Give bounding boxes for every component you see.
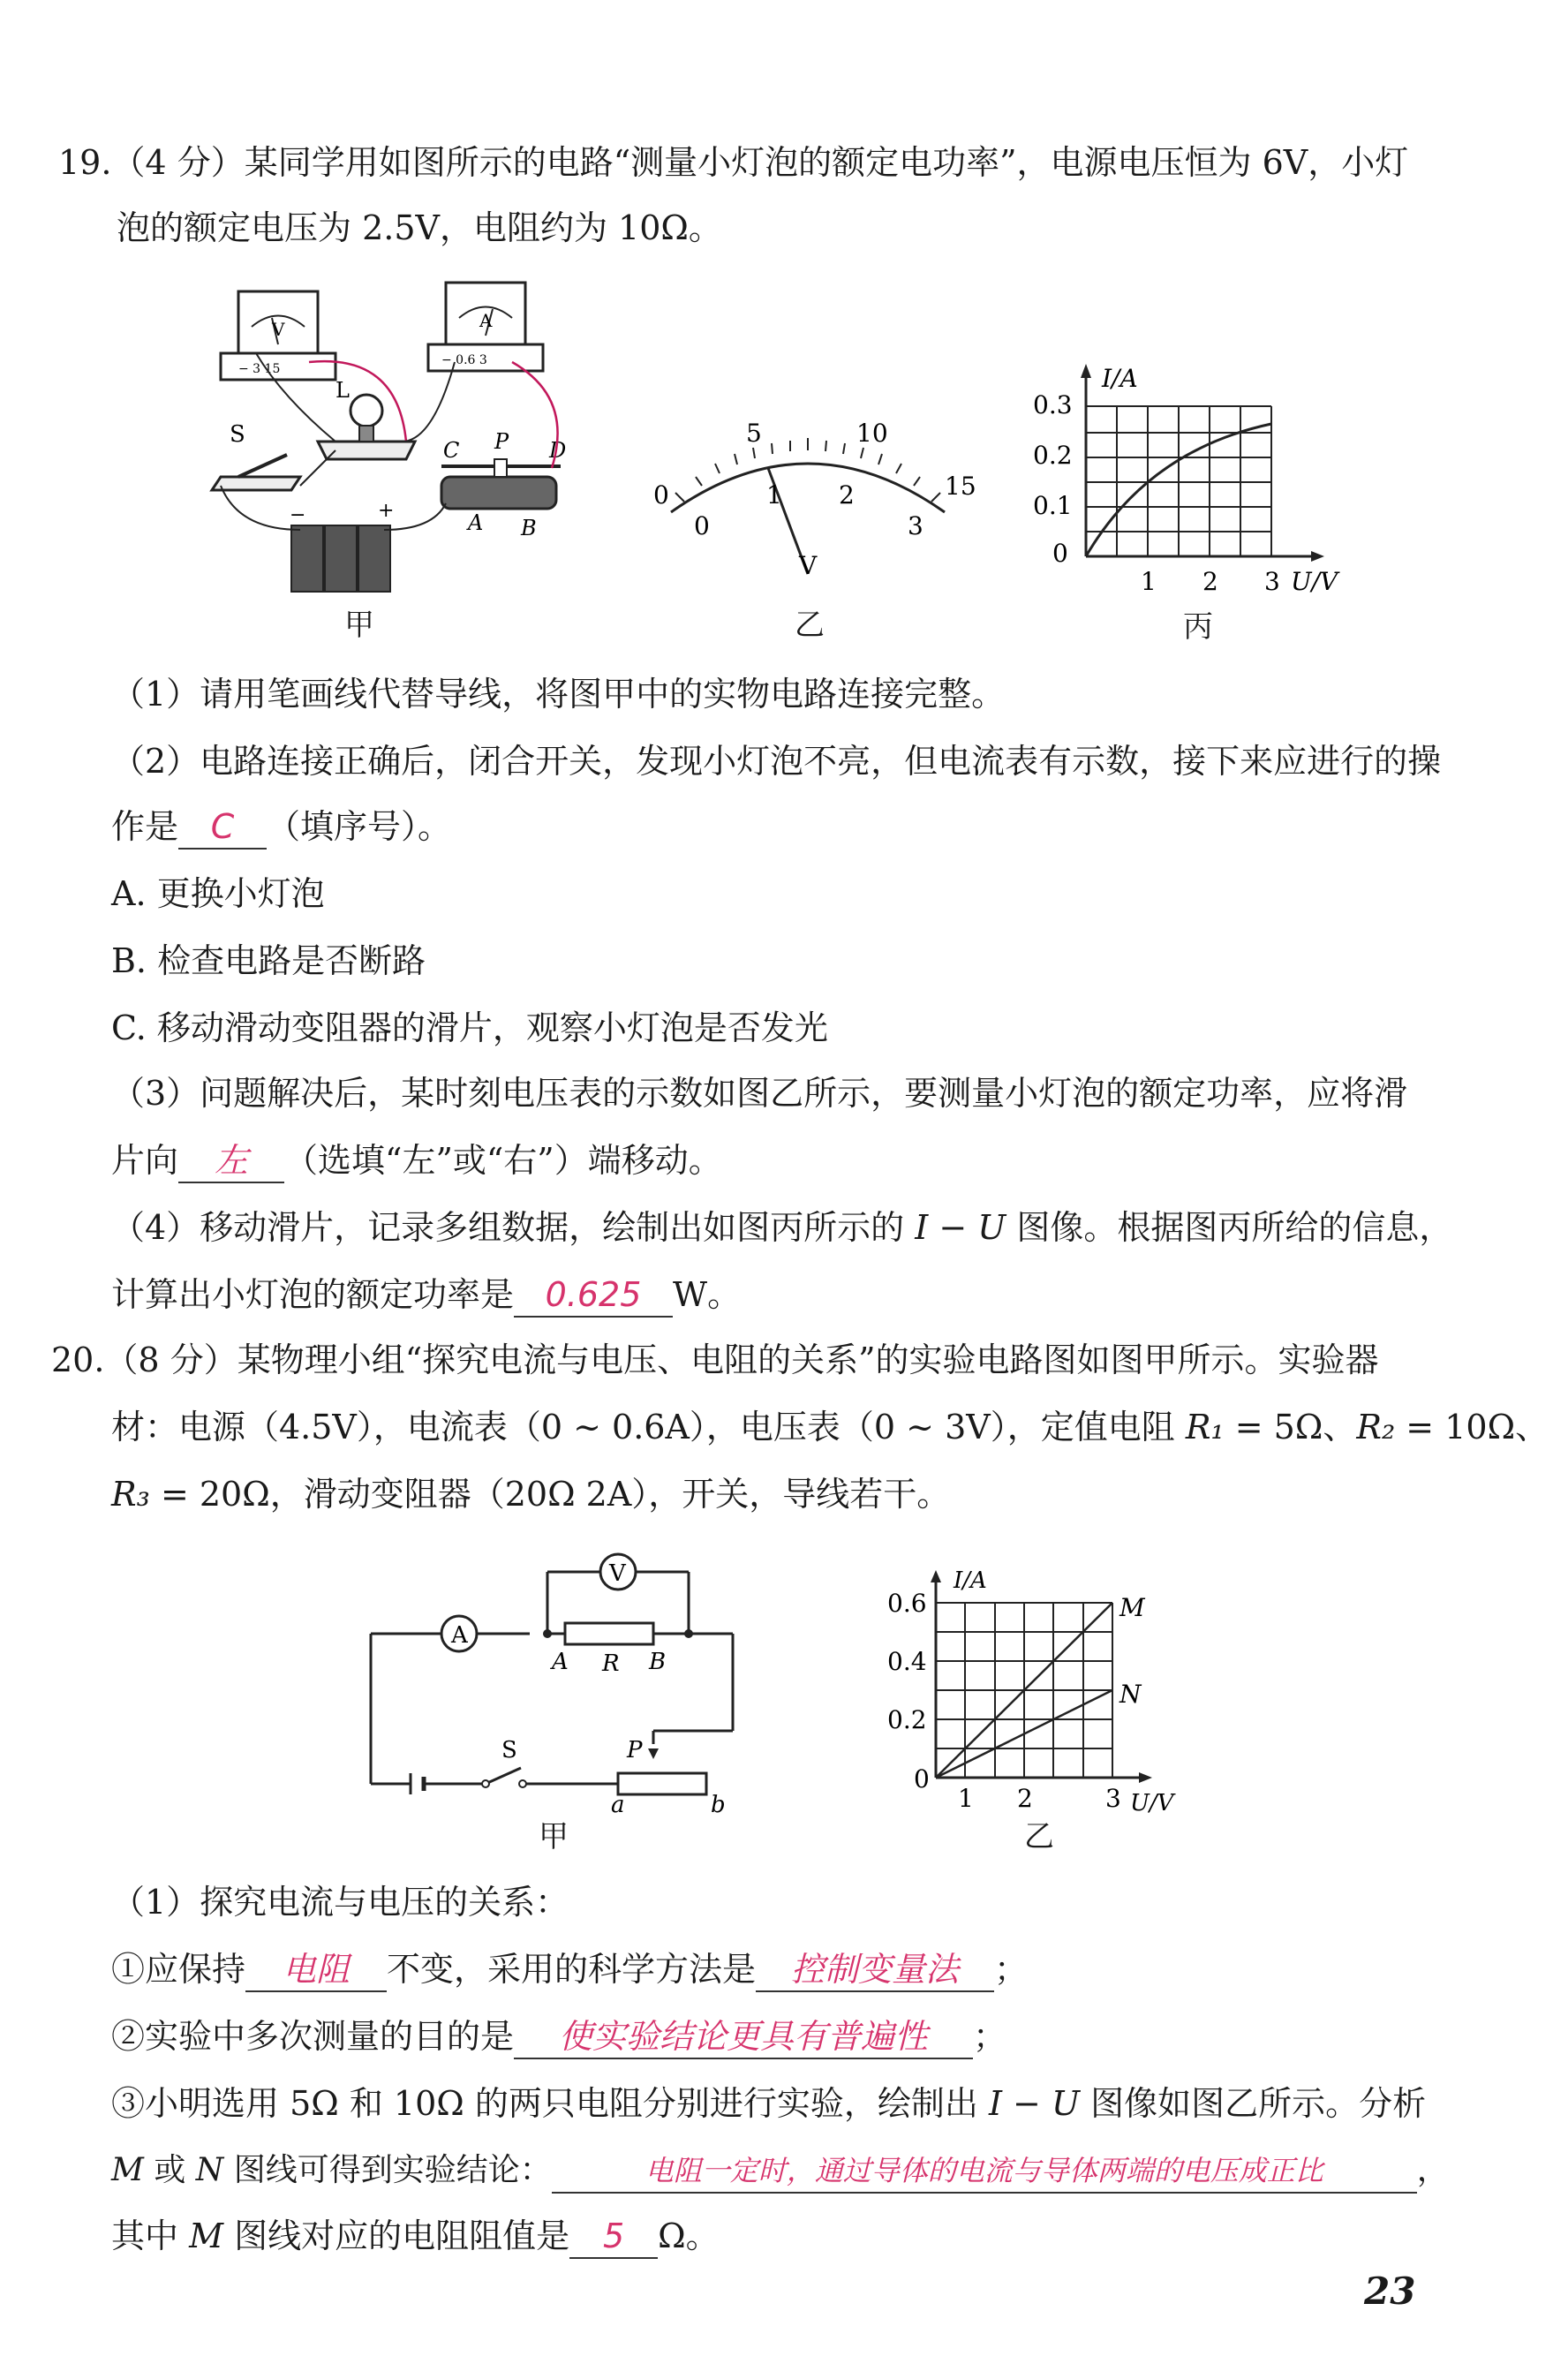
q19-meter-unit: V [799,551,818,580]
q19-part2-post: （填序号）。 [267,807,452,846]
q20-sub3-iu: I − U [988,2084,1080,2123]
q19-part2-line1: （2）电路连接正确后，闭合开关，发现小灯泡不亮，但电流表有示数，接下来应进行的操 [111,742,1442,781]
q19-jia-voltmeter-label: V [272,319,285,340]
q19-bing-y-tick-03: 0.3 [1033,390,1073,419]
q19-part4-answer: 0.625 [514,1273,673,1318]
q20-sub3-answer: 电阻一定时，通过导体的电流与导体两端的电压成正比 [552,2149,1417,2194]
q20-sub1-pre: ①应保持 [111,1950,246,1989]
q19-jia-lamp-label: L [335,378,350,403]
q20-part1: （1）探究电流与电压的关系： [111,1883,569,1922]
q20-jia-label-p: P [627,1737,643,1763]
q20-sub2-post: ； [973,2017,1007,2056]
q20-stem-line2-a: 材：电源（4.5V），电流表（0 ~ 0.6A），电压表（0 ~ 3V），定值电阻 [111,1408,1186,1446]
q20-stem-line3-text: = 20Ω，滑动变阻器（20Ω 2A），开关，导线若干。 [149,1475,951,1514]
q20-figure-yi-caption: 乙 [1024,1819,1054,1854]
q20-stem-line2 [111,1406,1549,1448]
q20-sub1-answer2: 控制变量法 [756,1948,994,1992]
q20-yi-line-m: M [1119,1593,1145,1622]
q19-option-b: B. 检查电路是否断路 [111,941,426,980]
q19-figure-yi [636,397,989,643]
q20-jia-label-r: R [602,1650,620,1677]
q20-sub3-or: 或 [143,2152,196,2188]
q19-part3-line1: （3）问题解决后，某时刻电压表的示数如图乙所示，要测量小灯泡的额定功率，应将滑 [111,1074,1408,1113]
q20-sub3-l2a: 图线可得到实验结论： [223,2152,552,2188]
q20-r1: R₁ [1185,1408,1225,1446]
q20-sub3-l3m: M [189,2217,224,2255]
q19-meter-lower-1: 1 [766,480,782,510]
q19-meter-upper-15: 15 [945,472,976,501]
q19-jia-battery-plus: + [378,500,395,522]
q20-sub3-b: 图像如图乙所示。分析 [1080,2084,1427,2123]
q20-sub3-l3a: 其中 [111,2217,190,2255]
q19-jia-label-d: D [549,438,567,463]
q19-figure-bing-caption: 丙 [1183,609,1213,645]
q20-yi-y-tick-06: 0.6 [887,1589,927,1618]
q19-part4-line1 [111,1206,1452,1249]
q20-sub3-line2 [111,2149,1449,2194]
q19-part1: （1）请用笔画线代替导线，将图甲中的实物电路连接完整。 [111,675,1006,714]
q19-part3-pre: 片向 [111,1141,179,1180]
q19-jia-ammeter-label: A [479,310,493,331]
q20-r2-val: = 10Ω、 [1395,1408,1549,1446]
q19-jia-label-p: P [494,429,509,454]
q20-sub3-l3post: Ω。 [658,2217,720,2255]
q20-jia-label-s: S [501,1737,517,1763]
q19-bing-y-label: I/A [1102,364,1138,393]
q20-stem-line1: 20.（8 分）某物理小组“探究电流与电压、电阻的关系”的实验电路图如图甲所示。实验器 [51,1341,1379,1379]
q20-r2: R₂ [1356,1408,1396,1446]
q19-option-a: A. 更换小灯泡 [111,874,325,913]
q20-sub1-answer1: 电阻 [245,1948,387,1992]
q19-jia-label-a: A [468,510,484,535]
q19-part2-pre: 作是 [111,807,179,846]
q19-part4-line2 [111,1273,741,1318]
q20-sub3-line1 [111,2082,1426,2125]
q19-figure-jia-caption: 甲 [344,608,374,643]
q19-part4-iu: I − U [915,1208,1006,1247]
q20-figure-jia [353,1537,759,1854]
q19-part3-line2 [111,1139,722,1183]
q20-jia-ammeter: A [451,1622,468,1649]
q19-bing-x-tick-1: 1 [1141,567,1157,596]
q19-jia-label-c: C [443,438,460,463]
q20-sub3-n: N [195,2152,224,2188]
q19-figure-jia [203,265,592,643]
q19-meter-upper-0: 0 [653,480,669,510]
q20-jia-voltmeter: V [609,1560,626,1587]
q20-jia-label-b-end: b [711,1792,726,1818]
q19-figure-yi-caption: 乙 [795,608,825,643]
q20-sub3-answer2: 5 [569,2215,658,2259]
q20-yi-x-tick-1: 1 [958,1784,974,1813]
q19-jia-battery-minus: − [290,504,306,526]
q19-part3-answer: 左 [178,1139,284,1183]
q20-yi-y-tick-04: 0.4 [887,1647,927,1676]
q19-jia-switch-label: S [230,421,245,448]
q20-sub3-a: ③小明选用 5Ω 和 10Ω 的两只电阻分别进行实验，绘制出 [111,2084,989,2123]
q20-yi-x-tick-2: 2 [1017,1784,1033,1813]
q19-bing-origin: 0 [1052,539,1068,568]
q19-stem-line2: 泡的额定电压为 2.5V，电阻约为 10Ω。 [117,208,722,247]
q19-jia-voltmeter-terminals: − 3 15 [238,362,281,376]
q20-sub3-line3 [111,2215,720,2259]
q20-sub1-post: ； [994,1950,1029,1989]
q19-bing-x-tick-3: 3 [1264,567,1280,596]
q19-part2-line2 [111,805,451,850]
q20-yi-line-n: N [1119,1680,1142,1709]
q20-jia-label-a: A [552,1649,569,1675]
q19-figure-bing [1024,353,1360,645]
q19-bing-y-tick-02: 0.2 [1033,441,1073,470]
q19-part4-pre-b: 图像。根据图丙所给的信息， [1006,1208,1453,1247]
q20-sub1 [111,1948,1028,1992]
q19-meter-lower-3: 3 [908,511,923,540]
q20-sub2-answer: 使实验结论更具有普遍性 [514,2015,973,2059]
q20-r3: R₃ [111,1475,150,1514]
q19-bing-y-tick-01: 0.1 [1033,491,1073,520]
q19-meter-upper-5: 5 [746,419,762,448]
q19-meter-lower-0: 0 [694,511,710,540]
q19-part2-answer: C [178,805,267,850]
q19-part4-post: W。 [673,1275,742,1314]
q19-part3-post: （选填“左”或“右”）端移动。 [284,1141,722,1180]
q20-figure-yi [874,1563,1192,1854]
q20-jia-label-b: B [649,1649,667,1675]
q19-part4-pre: 计算出小灯泡的额定功率是 [111,1275,515,1314]
q20-r1-val: = 5Ω、 [1224,1408,1357,1446]
q20-sub3-l3b: 图线对应的电阻阻值是 [223,2217,570,2255]
q19-bing-x-tick-2: 2 [1202,567,1218,596]
q20-sub1-mid: 不变，采用的科学方法是 [387,1950,757,1989]
q19-option-c: C. 移动滑动变阻器的滑片，观察小灯泡是否发光 [111,1008,828,1047]
q19-stem-line1: 19.（4 分）某同学用如图所示的电路“测量小灯泡的额定电功率”，电源电压恒为 6V，小灯 [58,143,1409,182]
q20-jia-label-a-end: a [611,1792,625,1818]
q20-sub2-pre: ②实验中多次测量的目的是 [111,2017,515,2056]
q19-meter-lower-2: 2 [839,480,855,510]
q20-yi-origin: 0 [914,1764,930,1794]
q20-sub3-m: M [111,2152,144,2188]
q20-yi-y-tick-02: 0.2 [887,1705,927,1734]
q20-figure-jia-caption: 甲 [539,1819,569,1854]
q19-jia-ammeter-terminals: − 0.6 3 [441,353,487,367]
q20-yi-x-tick-3: 3 [1105,1784,1121,1813]
q19-part4-pre-a: （4）移动滑片，记录多组数据，绘制出如图丙所示的 [111,1208,916,1247]
q19-meter-upper-10: 10 [856,419,888,448]
q20-stem-line3 [111,1473,950,1515]
q20-sub2 [111,2015,1006,2059]
q20-yi-y-label: I/A [954,1567,987,1594]
q19-jia-label-b: B [521,516,537,540]
q20-sub3-l2post: ， [1416,2152,1449,2188]
q19-bing-x-label: U/V [1291,567,1338,596]
q20-yi-x-label: U/V [1130,1790,1174,1816]
page-number: 23 [1364,2269,1416,2313]
